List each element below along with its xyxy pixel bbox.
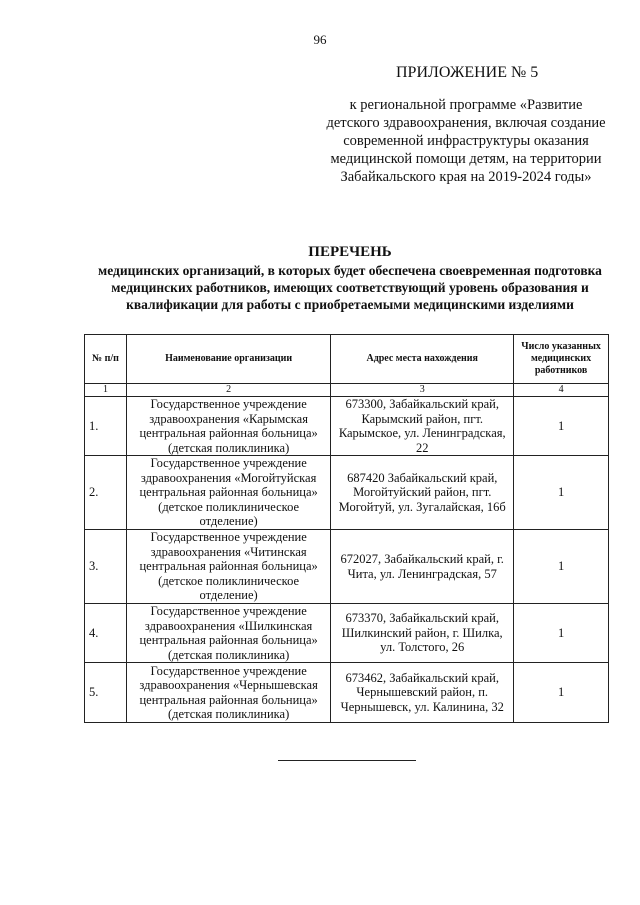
row-address: 672027, Забайкальский край, г. Чита, ул. Ленинградская, 57 (331, 530, 514, 604)
row-address: 673462, Забайкальский край, Чернышевский район, п. Чернышевск, ул. Калинина, 32 (331, 663, 514, 723)
row-number: 5. (85, 663, 127, 723)
organizations-table (84, 334, 609, 723)
table-index-row (85, 384, 609, 397)
row-count: 1 (514, 530, 609, 604)
row-count: 1 (514, 456, 609, 530)
table-row (85, 397, 609, 456)
row-address: 673300, Забайкальский край, Карымский район, пгт. Карымское, ул. Ленинградская, 22 (331, 397, 514, 456)
row-number: 2. (85, 456, 127, 530)
list-subtitle: медицинских организаций, в которых будет обеспечена своевременная подготовка медицинских работников, имеющих соответствующий уровень образования и квалификации для работы с приобретаемыми медицинскими изделиями (98, 263, 602, 312)
row-address: 687420 Забайкальский край, Могойтуйский район, пгт. Могойтуй, ул. Зугалайская, 16б (331, 456, 514, 530)
row-number: 1. (85, 397, 127, 456)
header-count: Число указанных медицинских работников (514, 335, 609, 384)
table-header-row (85, 335, 609, 384)
row-organization: Государственное учреждение здравоохранения «Могойтуйская центральная районная больница» (детское поликлиническое отделение) (126, 456, 330, 530)
index-cell: 1 (85, 384, 127, 397)
index-cell: 4 (514, 384, 609, 397)
index-cell: 3 (331, 384, 514, 397)
row-address: 673370, Забайкальский край, Шилкинский район, г. Шилка, ул. Толстого, 26 (331, 604, 514, 663)
index-cell: 2 (126, 384, 330, 397)
row-organization: Государственное учреждение здравоохранения «Чернышевская центральная районная больница» (детская поликлиника) (126, 663, 330, 723)
row-organization: Государственное учреждение здравоохранения «Читинская центральная районная больница» (детское поликлиническое отделение) (126, 530, 330, 604)
page-number: 96 (313, 32, 327, 47)
row-number: 3. (85, 530, 127, 604)
closing-divider (278, 760, 416, 761)
appendix-subtitle: к региональной программе «Развитие детского здравоохранения, включая создание современной инфраструктуры оказания медицинской помощи детям, на территории Забайкальского края на 2019-2024 годы» (326, 97, 606, 185)
row-count: 1 (514, 604, 609, 663)
row-organization: Государственное учреждение здравоохранения «Шилкинская центральная районная больница» (детская поликлиника) (126, 604, 330, 663)
row-organization: Государственное учреждение здравоохранения «Карымская центральная районная больница» (детская поликлиника) (126, 397, 330, 456)
row-count: 1 (514, 663, 609, 723)
header-address: Адрес места нахождения (331, 335, 514, 384)
header-number: № п/п (85, 335, 127, 384)
row-count: 1 (514, 397, 609, 456)
table-row (85, 663, 609, 723)
table-row (85, 456, 609, 530)
table-row (85, 530, 609, 604)
header-organization: Наименование организации (126, 335, 330, 384)
row-number: 4. (85, 604, 127, 663)
table-row (85, 604, 609, 663)
list-title: ПЕРЕЧЕНЬ (308, 244, 392, 260)
appendix-title: ПРИЛОЖЕНИЕ № 5 (396, 64, 539, 81)
